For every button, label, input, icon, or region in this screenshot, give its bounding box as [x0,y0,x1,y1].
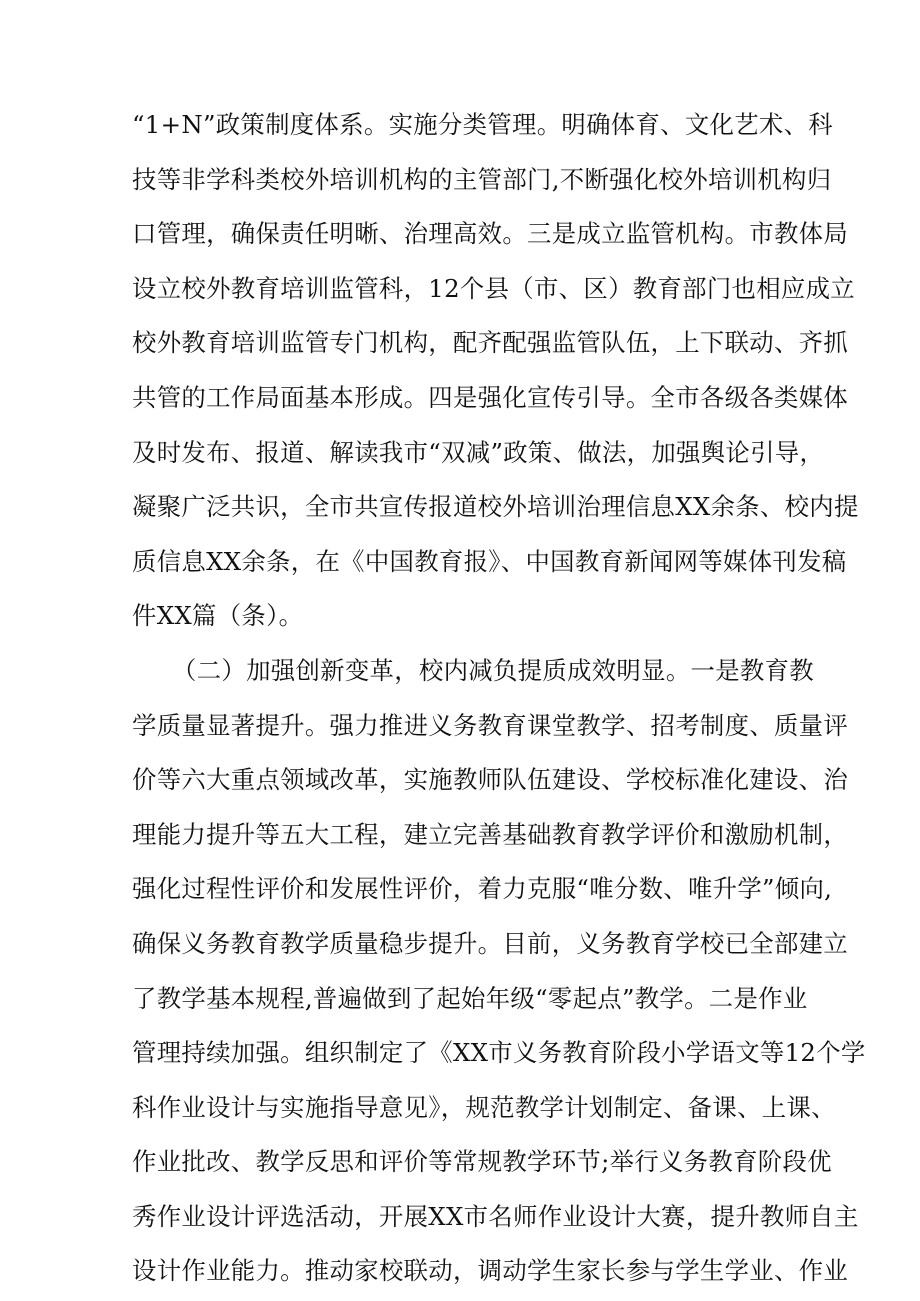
text-line: 理能力提升等五大工程，建立完善基础教育教学评价和激励机制， [132,819,849,849]
text-line: 质信息XX余条，在《中国教育报》、中国教育新闻网等媒体刊发稿 [132,546,847,576]
text-line: 口管理，确保责任明晰、治理高效。三是成立监管机构。市教体局 [132,219,849,249]
text-line: 凝聚广泛共识，全市共宣传报道校外培训治理信息XX余条、校内提 [132,492,859,522]
body-text [132,98,866,1299]
text-line: 学质量显著提升。强力推进义务教育课堂教学、招考制度、质量评 [132,710,849,740]
text-line: 校外教育培训监管专门机构，配齐配强监管队伍，上下联动、齐抓 [132,328,849,358]
section-heading-line: （二）加强创新变革，校内减负提质成效明显。一是教育教 [172,655,814,685]
text-line: 强化过程性评价和发展性评价，着力克服“唯分数、唯升学”倾向, [132,874,833,904]
paragraph-end-line: 件XX篇（条）。 [132,601,304,631]
text-line: 设立校外教育培训监管科，12个县（市、区）教育部门也相应成立 [132,273,855,303]
text-line: 了教学基本规程,普遍做到了起始年级“零起点”教学。二是作业 [132,983,808,1013]
text-line: 共管的工作局面基本形成。四是强化宣传引导。全市各级各类媒体 [132,382,849,412]
text-line: 管理持续加强。组织制定了《XX市义务教育阶段小学语文等12个学 [132,1038,866,1068]
text-line: 设计作业能力。推动家校联动，调动学生家长参与学生学业、作业 [132,1256,849,1286]
text-line: 价等六大重点领域改革，实施教师队伍建设、学校标准化建设、治 [132,765,849,795]
text-line: 及时发布、报道、解读我市“双减”政策、做法，加强舆论引导， [132,437,825,467]
text-line: 技等非学科类校外培训机构的主管部门,不断强化校外培训机构归 [132,164,832,194]
text-line: 确保义务教育教学质量稳步提升。目前，义务教育学校已全部建立 [132,928,849,958]
text-line: 秀作业设计评选活动，开展XX市名师作业设计大赛，提升教师自主 [132,1201,859,1231]
text-line: 作业批改、教学反思和评价等常规教学环节;举行义务教育阶段优 [132,1147,832,1177]
text-line: “1+N”政策制度体系。实施分类管理。明确体育、文化艺术、科 [132,110,834,139]
text-line: 科作业设计与实施指导意见》，规范教学计划制定、备课、上课、 [132,1092,836,1122]
